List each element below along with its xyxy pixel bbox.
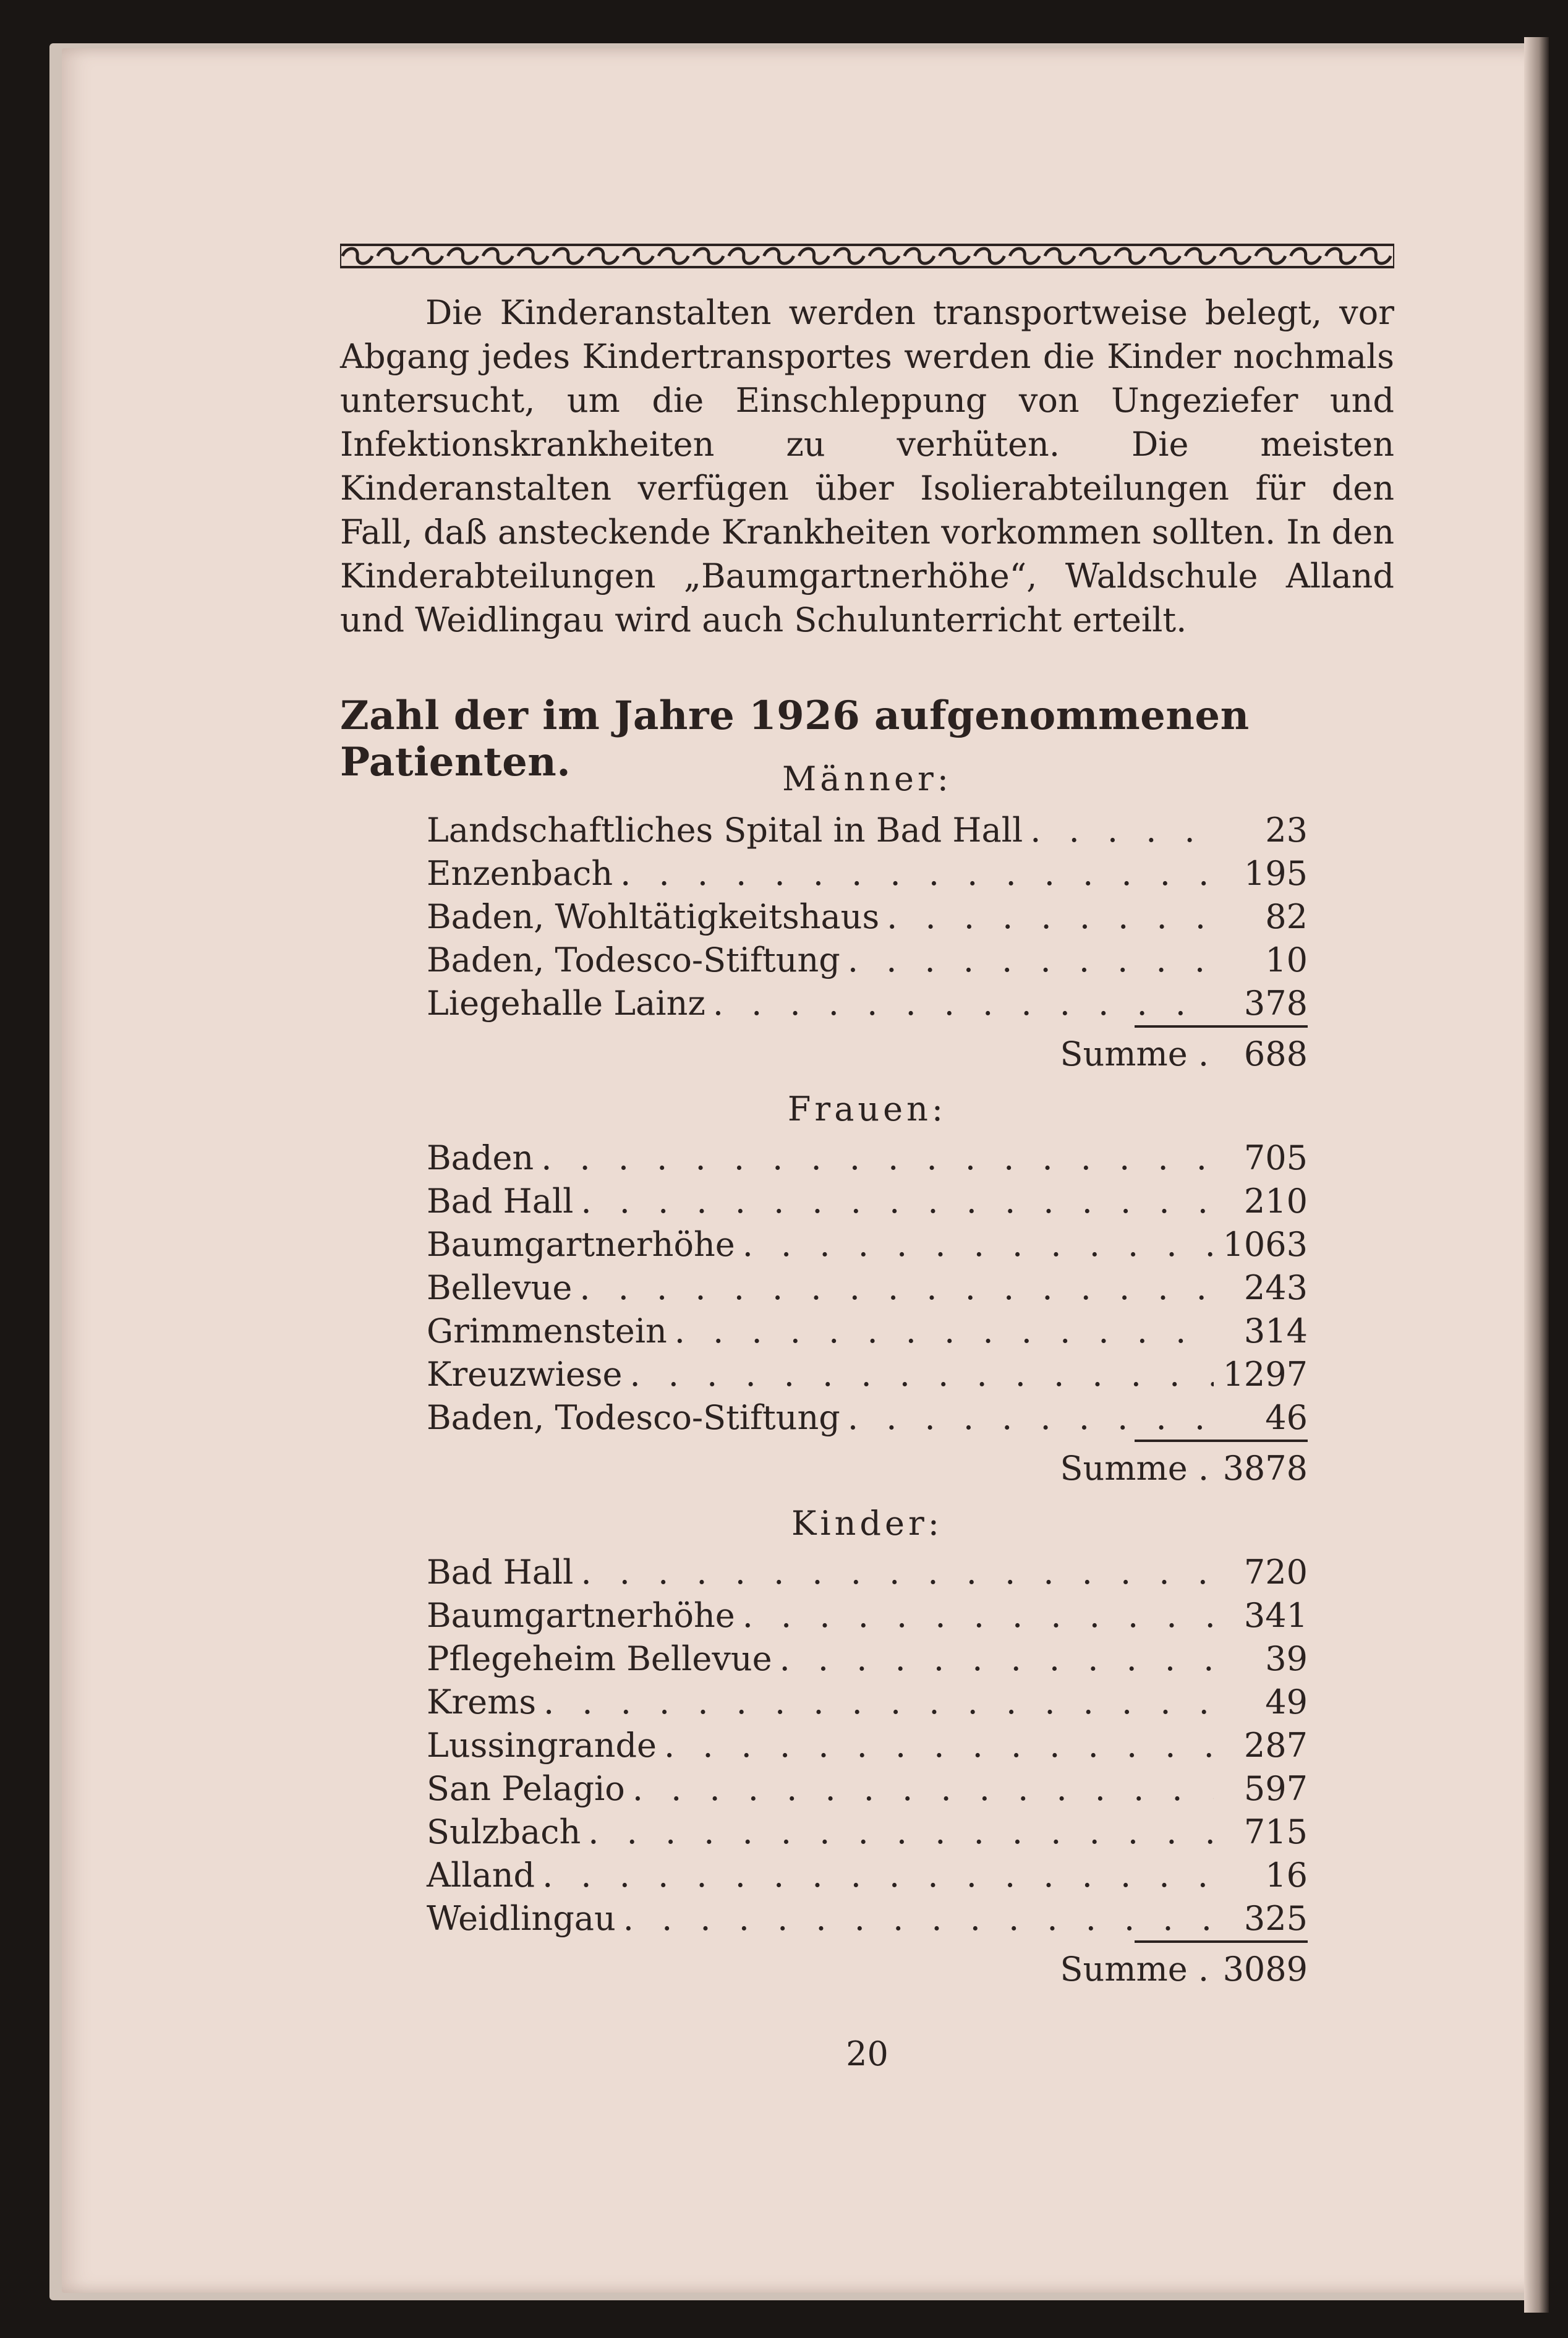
entry-value: 210 bbox=[1243, 1182, 1308, 1221]
sum-label: Summe . bbox=[1060, 1950, 1209, 1989]
leader-dots bbox=[1030, 809, 1214, 852]
list-item bbox=[427, 1180, 1308, 1223]
ornament-loop bbox=[974, 249, 1004, 263]
leader-dots bbox=[541, 1137, 1214, 1180]
ornament-loop bbox=[1115, 249, 1145, 263]
ornament-loop bbox=[694, 249, 723, 263]
ornament-loop bbox=[1221, 249, 1250, 263]
list-item bbox=[427, 1594, 1308, 1637]
list-item bbox=[427, 1137, 1308, 1180]
entry-name: Baden, Wohltätigkeitshaus bbox=[427, 897, 880, 936]
list-item bbox=[427, 1811, 1308, 1854]
ornament-loop bbox=[1291, 249, 1321, 263]
entry-name: Grimmenstein bbox=[427, 1312, 667, 1350]
entry-name: Alland bbox=[427, 1856, 535, 1895]
sum-value: 3878 bbox=[1222, 1449, 1308, 1488]
leader-dots bbox=[713, 982, 1214, 1025]
list-item bbox=[427, 852, 1308, 895]
sum-row bbox=[927, 1447, 1308, 1490]
entry-value: 49 bbox=[1265, 1683, 1308, 1722]
entry-value: 1063 bbox=[1222, 1225, 1308, 1264]
leader-dots bbox=[675, 1310, 1214, 1353]
leader-dots bbox=[848, 939, 1214, 982]
list-item bbox=[427, 1353, 1308, 1396]
entry-value: 597 bbox=[1243, 1769, 1308, 1808]
ornament-loop bbox=[623, 249, 653, 263]
ornament-loop bbox=[834, 249, 864, 263]
entry-value: 10 bbox=[1265, 941, 1308, 979]
entry-value: 378 bbox=[1243, 984, 1308, 1023]
entry-name: Liegehalle Lainz bbox=[427, 984, 705, 1023]
list-item bbox=[427, 1396, 1308, 1440]
list-item bbox=[427, 1310, 1308, 1353]
ornament-loop bbox=[553, 249, 583, 263]
list-item bbox=[427, 1551, 1308, 1594]
entry-value: 715 bbox=[1243, 1812, 1308, 1851]
ornament-loop bbox=[905, 249, 934, 263]
ornament-loop bbox=[1256, 249, 1285, 263]
ornament-loop bbox=[378, 249, 407, 263]
page-number: 20 bbox=[846, 2034, 888, 2073]
leader-dots bbox=[588, 1811, 1214, 1854]
entry-value: 325 bbox=[1243, 1899, 1308, 1938]
list-item bbox=[427, 1637, 1308, 1681]
leader-dots bbox=[743, 1594, 1214, 1637]
section-label-frauen: Frauen: bbox=[787, 1090, 947, 1128]
list-item bbox=[427, 809, 1308, 852]
ornament-loop bbox=[589, 249, 618, 263]
entry-name: Weidlingau bbox=[427, 1899, 616, 1938]
entry-name: Bad Hall bbox=[427, 1182, 574, 1221]
entry-name: Bad Hall bbox=[427, 1553, 574, 1592]
leader-dots bbox=[664, 1724, 1214, 1767]
entry-value: 195 bbox=[1243, 854, 1308, 893]
leader-dots bbox=[743, 1223, 1214, 1266]
leader-dots bbox=[579, 1266, 1214, 1310]
entry-value: 39 bbox=[1265, 1639, 1308, 1678]
leader-dots bbox=[581, 1551, 1214, 1594]
ornament-loop bbox=[1080, 249, 1110, 263]
entry-value: 82 bbox=[1265, 897, 1308, 936]
list-item bbox=[427, 1724, 1308, 1767]
ornament-loop bbox=[448, 249, 477, 263]
sum-rule bbox=[1135, 1025, 1308, 1028]
intro-paragraph: Die Kinderanstalten werden transportweise belegt, vor Abgang jedes Kindertransportes werden die Kinder nochmals untersucht, um die Einschleppung von Ungeziefer und Infektionskrankheiten zu verhüten. Die meisten Kinderanstalten verfügen über Isolierabteilungen für den Fall, daß ansteckende Krankheiten vorkommen sollten. In den Kinderabteilungen „Baumgartnerhöhe“, Waldschule Alland und Weidlingau wird auch Schulunterricht erteilt. bbox=[340, 293, 1394, 639]
sum-row bbox=[927, 1948, 1308, 1991]
ornament-loop bbox=[1326, 249, 1355, 263]
list-item bbox=[427, 1767, 1308, 1811]
list-item bbox=[427, 1266, 1308, 1310]
entry-value: 243 bbox=[1243, 1268, 1308, 1307]
ornament-loop bbox=[940, 249, 969, 263]
section-label-kinder: Kinder: bbox=[791, 1504, 943, 1543]
entry-value: 287 bbox=[1243, 1726, 1308, 1765]
entry-value: 23 bbox=[1265, 811, 1308, 850]
entry-value: 314 bbox=[1243, 1312, 1308, 1350]
ornament-loop bbox=[1185, 249, 1215, 263]
entry-value: 705 bbox=[1243, 1138, 1308, 1177]
entry-name: Sulzbach bbox=[427, 1812, 581, 1851]
leader-dots bbox=[620, 852, 1214, 895]
entry-name: Baden, Todesco-Stiftung bbox=[427, 1398, 840, 1437]
leader-dots bbox=[780, 1637, 1214, 1681]
ornament-loop bbox=[1010, 249, 1039, 263]
leader-dots bbox=[542, 1854, 1214, 1897]
list-item bbox=[427, 982, 1308, 1025]
ornament-loop bbox=[1150, 249, 1180, 263]
sum-rule bbox=[1135, 1940, 1308, 1943]
sum-value: 688 bbox=[1243, 1035, 1308, 1073]
sum-label: Summe . bbox=[1060, 1035, 1209, 1073]
entry-name: Baumgartnerhöhe bbox=[427, 1596, 735, 1635]
list-item bbox=[427, 939, 1308, 982]
table-heading: Zahl der im Jahre 1926 aufgenommenen Patienten. bbox=[340, 693, 1250, 785]
sum-row bbox=[927, 1033, 1308, 1076]
entry-name: San Pelagio bbox=[427, 1769, 625, 1808]
entry-name: Enzenbach bbox=[427, 854, 613, 893]
sum-value: 3089 bbox=[1222, 1950, 1308, 1989]
entry-value: 16 bbox=[1265, 1856, 1308, 1895]
list-item bbox=[427, 895, 1308, 939]
ornament-loop bbox=[869, 249, 899, 263]
entry-name: Krems bbox=[427, 1683, 537, 1722]
entry-name: Kreuzwiese bbox=[427, 1355, 623, 1394]
leader-dots bbox=[633, 1767, 1214, 1811]
entry-name: Pflegeheim Bellevue bbox=[427, 1639, 772, 1678]
entry-name: Lussingrande bbox=[427, 1726, 657, 1765]
book-spine bbox=[1524, 37, 1549, 2313]
entry-value: 341 bbox=[1243, 1596, 1308, 1635]
list-item bbox=[427, 1681, 1308, 1724]
ornament-loop bbox=[1361, 249, 1391, 263]
ornament-loop bbox=[413, 249, 443, 263]
leader-dots bbox=[887, 895, 1214, 939]
entry-name: Baden, Todesco-Stiftung bbox=[427, 941, 840, 979]
entry-name: Baden bbox=[427, 1138, 534, 1177]
ornament-loop bbox=[764, 249, 794, 263]
ornament-loop bbox=[799, 249, 829, 263]
leader-dots bbox=[848, 1396, 1214, 1440]
entry-value: 720 bbox=[1243, 1553, 1308, 1592]
ornament-loop bbox=[343, 249, 372, 263]
ornament-loop bbox=[483, 249, 513, 263]
sum-rule bbox=[1135, 1440, 1308, 1442]
list-item bbox=[427, 1854, 1308, 1897]
leader-dots bbox=[581, 1180, 1214, 1223]
list-item bbox=[427, 1897, 1308, 1940]
ornament-loop bbox=[658, 249, 688, 263]
entry-name: Landschaftliches Spital in Bad Hall bbox=[427, 811, 1023, 850]
leader-dots bbox=[543, 1681, 1214, 1724]
ornament-loop bbox=[1045, 249, 1075, 263]
entry-value: 1297 bbox=[1222, 1355, 1308, 1394]
ornament-loop bbox=[729, 249, 759, 263]
ornamental-border bbox=[340, 244, 1394, 268]
entry-name: Baumgartnerhöhe bbox=[427, 1225, 735, 1264]
leader-dots bbox=[629, 1353, 1214, 1396]
entry-name: Bellevue bbox=[427, 1268, 573, 1307]
entry-value: 46 bbox=[1265, 1398, 1308, 1437]
section-label-maenner: Männer: bbox=[782, 759, 952, 798]
sum-label: Summe . bbox=[1060, 1449, 1209, 1488]
leader-dots bbox=[623, 1897, 1214, 1940]
list-item bbox=[427, 1223, 1308, 1266]
ornament-loop bbox=[518, 249, 548, 263]
